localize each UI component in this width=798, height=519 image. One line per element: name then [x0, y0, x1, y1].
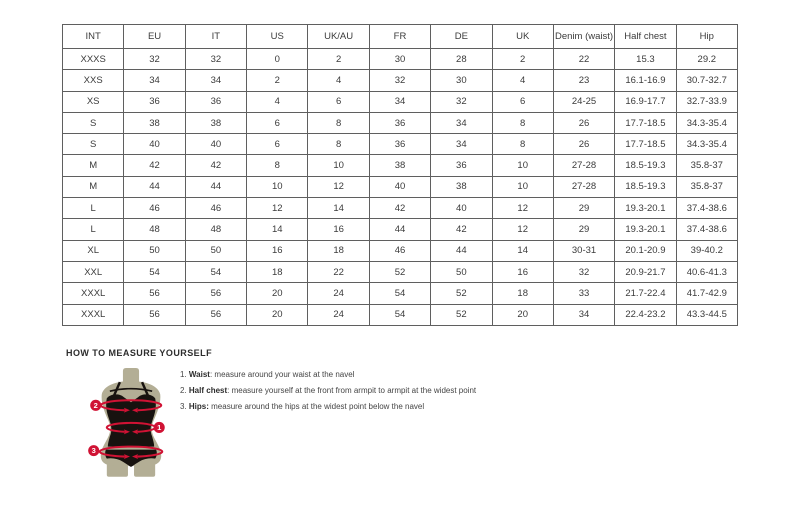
table-cell: 12 [492, 219, 553, 240]
table-cell: 34 [369, 91, 430, 112]
table-cell: 20 [247, 304, 308, 325]
table-cell: 17.7-18.5 [615, 112, 676, 133]
column-header: UK [492, 25, 553, 49]
table-cell: 18 [247, 261, 308, 282]
table-row [63, 176, 738, 197]
table-cell: 35.8-37 [676, 176, 737, 197]
table-cell: 34.3-35.4 [676, 134, 737, 155]
table-cell: 6 [308, 91, 369, 112]
table-cell: 34 [431, 134, 492, 155]
table-row [63, 112, 738, 133]
table-cell: 38 [369, 155, 430, 176]
size-chart-header-row [63, 25, 738, 49]
table-cell: 16 [492, 261, 553, 282]
table-cell: 4 [247, 91, 308, 112]
table-cell: 56 [124, 304, 185, 325]
table-cell: 19.3-20.1 [615, 219, 676, 240]
table-cell: 54 [369, 304, 430, 325]
table-cell: 42 [185, 155, 246, 176]
table-cell: 30 [431, 70, 492, 91]
table-row [63, 134, 738, 155]
table-cell: 29 [553, 219, 614, 240]
table-cell: XS [63, 91, 124, 112]
table-cell: S [63, 134, 124, 155]
measure-instruction-hips [180, 403, 600, 412]
table-cell: 56 [185, 304, 246, 325]
table-cell: 18.5-19.3 [615, 176, 676, 197]
measure-instructions [180, 371, 600, 419]
table-cell: XXS [63, 70, 124, 91]
table-cell: 40 [124, 134, 185, 155]
table-cell: 50 [431, 261, 492, 282]
table-cell: 36 [124, 91, 185, 112]
table-row [63, 70, 738, 91]
table-cell: 52 [431, 304, 492, 325]
table-cell: 8 [308, 134, 369, 155]
table-cell: 23 [553, 70, 614, 91]
table-cell: 38 [185, 112, 246, 133]
half-chest-badge-number: 2 [93, 400, 98, 410]
table-cell: 2 [308, 49, 369, 70]
table-cell: 20.1-20.9 [615, 240, 676, 261]
table-cell: 24-25 [553, 91, 614, 112]
table-cell: 50 [124, 240, 185, 261]
table-cell: 54 [369, 283, 430, 304]
table-cell: 56 [185, 283, 246, 304]
measure-instruction-half-chest [180, 387, 600, 396]
table-cell: 15.3 [615, 49, 676, 70]
table-cell: 26 [553, 134, 614, 155]
instruction-label: Half chest [188, 386, 228, 396]
table-cell: 22.4-23.2 [615, 304, 676, 325]
table-cell: 38 [431, 176, 492, 197]
table-cell: S [63, 112, 124, 133]
table-cell: 44 [185, 176, 246, 197]
table-cell: 16 [247, 240, 308, 261]
table-cell: 10 [308, 155, 369, 176]
table-cell: 28 [431, 49, 492, 70]
table-cell: 33 [553, 283, 614, 304]
instruction-number: 1. [180, 370, 187, 379]
table-cell: 14 [492, 240, 553, 261]
table-cell: 32 [124, 49, 185, 70]
instruction-number: 2. [180, 386, 187, 396]
table-cell: 46 [185, 198, 246, 219]
table-cell: L [63, 219, 124, 240]
table-cell: 4 [308, 70, 369, 91]
instruction-number: 3. [180, 402, 187, 412]
table-cell: 0 [247, 49, 308, 70]
column-header: DE [431, 25, 492, 49]
table-cell: 52 [369, 261, 430, 282]
table-cell: 14 [308, 198, 369, 219]
instruction-text: : measure around your waist at the navel [209, 370, 355, 379]
table-row [63, 261, 738, 282]
size-chart [62, 24, 738, 326]
table-cell: 44 [124, 176, 185, 197]
table-cell: 40.6-41.3 [676, 261, 737, 282]
table-cell: 52 [431, 283, 492, 304]
table-cell: 12 [247, 198, 308, 219]
table-cell: 27-28 [553, 155, 614, 176]
hips-badge-number: 3 [91, 446, 96, 456]
column-header: Half chest [615, 25, 676, 49]
table-cell: 40 [185, 134, 246, 155]
table-cell: 40 [369, 176, 430, 197]
table-cell: XXXL [63, 283, 124, 304]
table-cell: XL [63, 240, 124, 261]
table-cell: 16 [308, 219, 369, 240]
instruction-label: Hips: [188, 402, 209, 412]
table-cell: 48 [185, 219, 246, 240]
table-cell: 41.7-42.9 [676, 283, 737, 304]
table-cell: 14 [247, 219, 308, 240]
table-cell: 35.8-37 [676, 155, 737, 176]
hips-badge [88, 445, 99, 456]
table-cell: 8 [492, 112, 553, 133]
measurement-figure [76, 367, 188, 503]
table-cell: 6 [247, 112, 308, 133]
table-cell: 2 [492, 49, 553, 70]
table-cell: 56 [124, 283, 185, 304]
table-row [63, 155, 738, 176]
column-header: Denim (waist) [553, 25, 614, 49]
table-cell: 6 [492, 91, 553, 112]
table-cell: 42 [124, 155, 185, 176]
table-cell: 37.4-38.6 [676, 198, 737, 219]
measure-section-title: HOW TO MEASURE YOURSELF [66, 348, 213, 358]
table-row [63, 283, 738, 304]
table-cell: 20.9-21.7 [615, 261, 676, 282]
size-chart-body [63, 49, 738, 326]
table-cell: 36 [369, 134, 430, 155]
column-header: FR [369, 25, 430, 49]
table-cell: 12 [308, 176, 369, 197]
table-cell: 30 [369, 49, 430, 70]
table-cell: 8 [492, 134, 553, 155]
table-cell: 24 [308, 304, 369, 325]
table-cell: 40 [431, 198, 492, 219]
instruction-text: : measure yourself at the front from armpit to armpit at the widest point [227, 386, 477, 396]
table-cell: 32.7-33.9 [676, 91, 737, 112]
table-cell: M [63, 155, 124, 176]
table-cell: 34.3-35.4 [676, 112, 737, 133]
column-header: EU [124, 25, 185, 49]
column-header: INT [63, 25, 124, 49]
half-chest-badge [90, 400, 101, 411]
table-cell: 54 [185, 261, 246, 282]
table-cell: 10 [492, 176, 553, 197]
table-cell: 19.3-20.1 [615, 198, 676, 219]
table-cell: XXL [63, 261, 124, 282]
table-cell: 29 [553, 198, 614, 219]
table-cell: 18.5-19.3 [615, 155, 676, 176]
table-cell: 21.7-22.4 [615, 283, 676, 304]
table-cell: 42 [431, 219, 492, 240]
table-row [63, 240, 738, 261]
table-cell: 44 [369, 219, 430, 240]
table-cell: 30-31 [553, 240, 614, 261]
table-cell: M [63, 176, 124, 197]
instruction-label: Waist [188, 370, 210, 379]
table-cell: 30.7-32.7 [676, 70, 737, 91]
table-cell: 50 [185, 240, 246, 261]
column-header: IT [185, 25, 246, 49]
table-cell: 26 [553, 112, 614, 133]
table-row [63, 49, 738, 70]
table-cell: 46 [369, 240, 430, 261]
table-cell: 32 [185, 49, 246, 70]
table-cell: 22 [308, 261, 369, 282]
size-chart-table [62, 24, 738, 326]
table-cell: 10 [247, 176, 308, 197]
table-cell: 8 [247, 155, 308, 176]
column-header: US [247, 25, 308, 49]
table-cell: 22 [553, 49, 614, 70]
table-cell: 24 [308, 283, 369, 304]
table-row [63, 304, 738, 325]
table-cell: 46 [124, 198, 185, 219]
table-row [63, 91, 738, 112]
table-cell: L [63, 198, 124, 219]
table-cell: 43.3-44.5 [676, 304, 737, 325]
table-cell: XXXS [63, 49, 124, 70]
table-cell: 12 [492, 198, 553, 219]
table-cell: 34 [185, 70, 246, 91]
table-cell: 29.2 [676, 49, 737, 70]
mannequin-illustration [76, 367, 188, 503]
table-cell: 38 [124, 112, 185, 133]
table-cell: 36 [431, 155, 492, 176]
table-row [63, 219, 738, 240]
table-cell: 8 [308, 112, 369, 133]
measure-instruction-waist [180, 371, 600, 380]
table-cell: 4 [492, 70, 553, 91]
table-cell: 34 [553, 304, 614, 325]
table-cell: 16.9-17.7 [615, 91, 676, 112]
table-cell: 27-28 [553, 176, 614, 197]
table-cell: 20 [492, 304, 553, 325]
table-cell: 10 [492, 155, 553, 176]
column-header: Hip [676, 25, 737, 49]
waist-badge-number: 1 [157, 423, 162, 433]
table-cell: 37.4-38.6 [676, 219, 737, 240]
table-cell: 34 [431, 112, 492, 133]
waist-badge [154, 422, 165, 433]
table-cell: 54 [124, 261, 185, 282]
table-cell: 48 [124, 219, 185, 240]
table-cell: 44 [431, 240, 492, 261]
table-cell: 18 [492, 283, 553, 304]
table-cell: 32 [431, 91, 492, 112]
table-cell: 39-40.2 [676, 240, 737, 261]
table-cell: 20 [247, 283, 308, 304]
table-cell: 36 [369, 112, 430, 133]
table-cell: 6 [247, 134, 308, 155]
table-cell: 32 [553, 261, 614, 282]
column-header: UK/AU [308, 25, 369, 49]
table-cell: XXXL [63, 304, 124, 325]
table-cell: 34 [124, 70, 185, 91]
table-cell: 16.1-16.9 [615, 70, 676, 91]
instruction-text: measure around the hips at the widest point below the navel [208, 402, 425, 412]
table-cell: 32 [369, 70, 430, 91]
table-cell: 42 [369, 198, 430, 219]
table-cell: 17.7-18.5 [615, 134, 676, 155]
table-cell: 2 [247, 70, 308, 91]
table-row [63, 198, 738, 219]
table-cell: 18 [308, 240, 369, 261]
table-cell: 36 [185, 91, 246, 112]
